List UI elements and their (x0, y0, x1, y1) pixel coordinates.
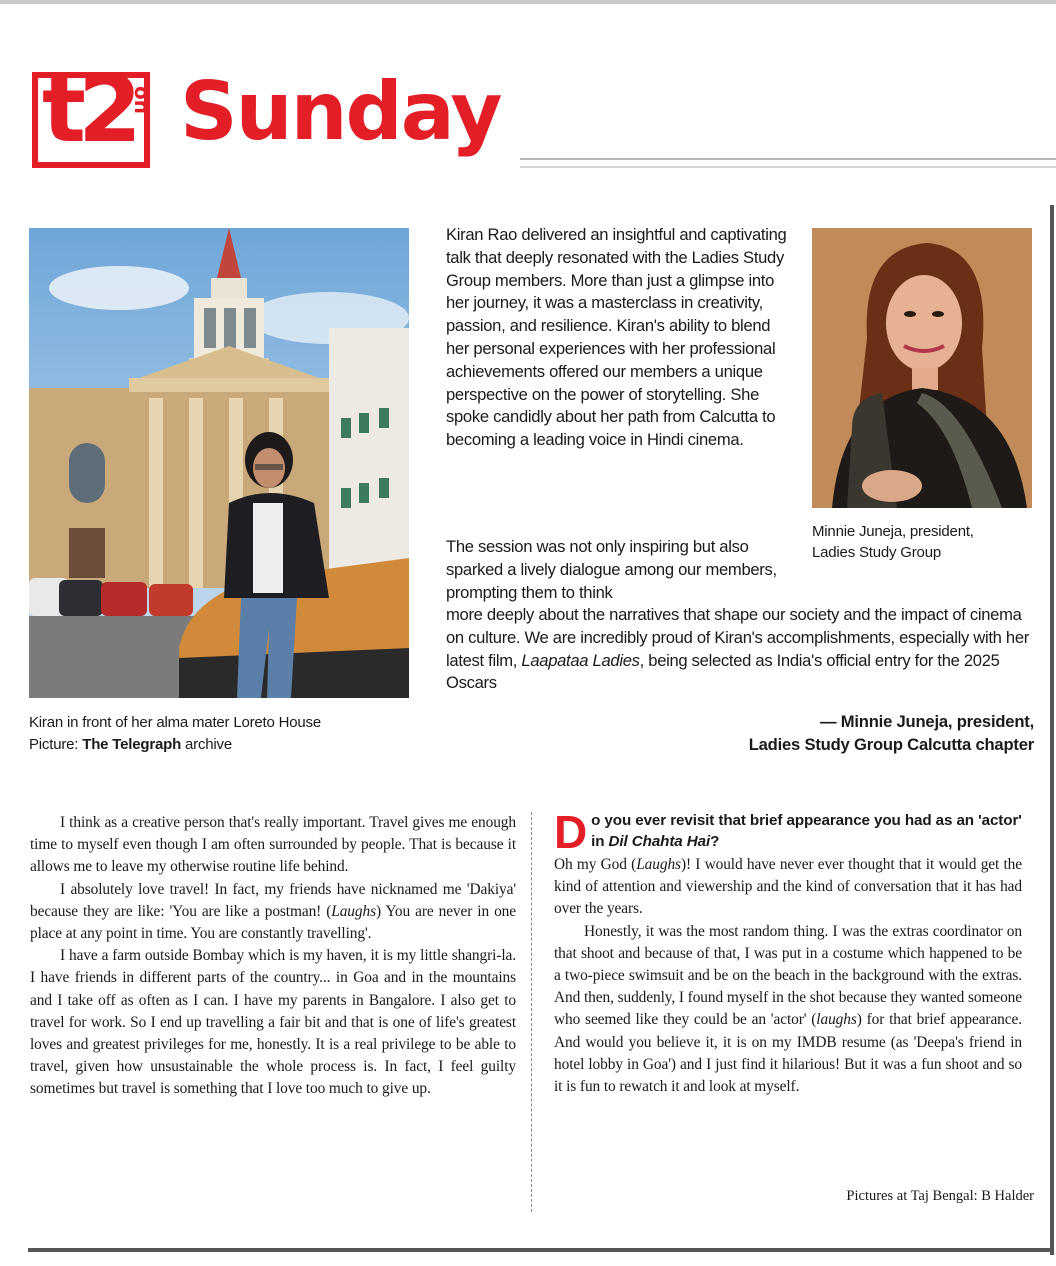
side-rule (1050, 205, 1054, 1255)
top-rule (0, 0, 1056, 4)
question-end: ? (710, 833, 720, 850)
laughs: Laughs (636, 856, 681, 873)
question-text: o you ever revisit that brief appearance you had as an 'actor' in (591, 812, 1022, 850)
column-divider (531, 812, 532, 1212)
credit-source: The Telegraph (82, 736, 182, 753)
answer-paragraph (554, 854, 1022, 921)
photo-credit (29, 734, 449, 756)
quote-attribution (614, 710, 1034, 756)
masthead-rule (520, 158, 1056, 168)
intro-paragraph-2-part-b (446, 604, 1036, 695)
film-title: Laapataa Ladies (521, 650, 640, 670)
photo2-caption (812, 521, 1042, 563)
laughs: laughs (816, 1011, 857, 1029)
text: Honestly, it was the most random thing. I was the extras coordinator on that shoot and because of that, I was put in a costume which happened to be a two-piece swimsuit and be on the beach in the background with the extras. And then, suddenly, I found myself in the shot because they wanted someone who seemed like they could be an 'actor' ( (554, 922, 1022, 1029)
intro-text-end: , being selected as India's official entry for the 2025 Oscars (446, 650, 1000, 693)
attribution-line: Ladies Study Group Calcutta chapter (748, 735, 1034, 754)
logo-on-text: on (130, 86, 154, 114)
bottom-rule (28, 1248, 1054, 1252)
photo-credit-bottom: Pictures at Taj Bengal: B Halder (846, 1188, 1034, 1204)
intro-paragraph-2-part-a: The session was not only inspiring but also sparked a lively dialogue among our members, prompting them to think (446, 537, 777, 602)
photo1-caption (29, 712, 449, 756)
film-title: Dil Chahta Hai (608, 833, 711, 850)
right-column (554, 806, 1022, 1098)
body-paragraph: I think as a creative person that's really important. Travel gives me enough time to myself even though I am often surrounded by people. That is because it allows me to leave my otherwise routine life behind. (30, 814, 516, 876)
intro-paragraph-1: Kiran Rao delivered an insightful and captivating talk that deeply resonated with the Ladies Study Group members. More than just a glimpse into her journey, it was a masterclass in creativity, passion, and resilience. Kiran's ability to blend her personal experiences with her professional achievements offered our members a unique perspective on the power of storytelling. She spoke candidly about her path from Calcutta to becoming a leading voice in Hindi cinema. (446, 225, 787, 450)
text: ) for that brief appearance. And would you believe it, it is on my IMDB resume (as 'Deepa's friend in hotel lobby in Goa') and I just find it hilarious! But it was a fun shoot and so it is fun to rewatch it and look at myself. (554, 1011, 1022, 1096)
body-paragraph (30, 879, 516, 946)
caption-line: Kiran in front of her alma mater Loreto House (29, 714, 321, 731)
answer-paragraph (554, 921, 1022, 1099)
minnie-juneja-photo (812, 228, 1032, 508)
intro-text: more deeply about the narratives that shape our society and the impact of cinema on culture. We are incredibly proud of Kiran's accomplishments, especially with her latest film, (446, 605, 1029, 670)
interview-question (554, 806, 1022, 858)
logo-t2-text: t2 (42, 56, 134, 163)
drop-cap: D (554, 806, 588, 858)
body-paragraph: I have a farm outside Bombay which is my haven, it is my little shangri-la. I have friends in different parts of the country... in Goa and in the mountains and I take off as often as I can. I have my parents in Bangalore. I also get to travel for work. So I end up travelling a fair bit and that is one of life's greatest loves and greatest privileges for me, honestly. It is a real privilege to be able to travel, given how unsustainable the whole process is. In fact, I feel guilty sometimes but travel is something that I love too much to give up. (30, 947, 516, 1098)
text: I absolutely love travel! In fact, my friends have nicknamed me 'Dakiya' because they are like: 'You are like a postman! ( (30, 880, 516, 920)
text: Oh my God ( (554, 856, 637, 873)
credit-prefix: Picture: (29, 736, 83, 753)
attribution-line: — Minnie Juneja, president, (819, 712, 1034, 731)
caption-line: Minnie Juneja, president, (812, 523, 974, 540)
text: ) You are never in one place at any point in time. You are constantly travelling'. (30, 902, 516, 943)
text: )! I would have never ever thought that it would get the kind of attention and viewership and the kind of conversation that it has had over the years. (554, 856, 1022, 918)
left-column (30, 812, 516, 1101)
masthead (30, 56, 1056, 174)
laughs: Laughs (331, 902, 376, 920)
kiran-rao-photo (29, 228, 409, 698)
credit-suffix: archive (181, 736, 232, 753)
section-title: Sunday (180, 65, 501, 158)
caption-line: Ladies Study Group (812, 544, 941, 561)
